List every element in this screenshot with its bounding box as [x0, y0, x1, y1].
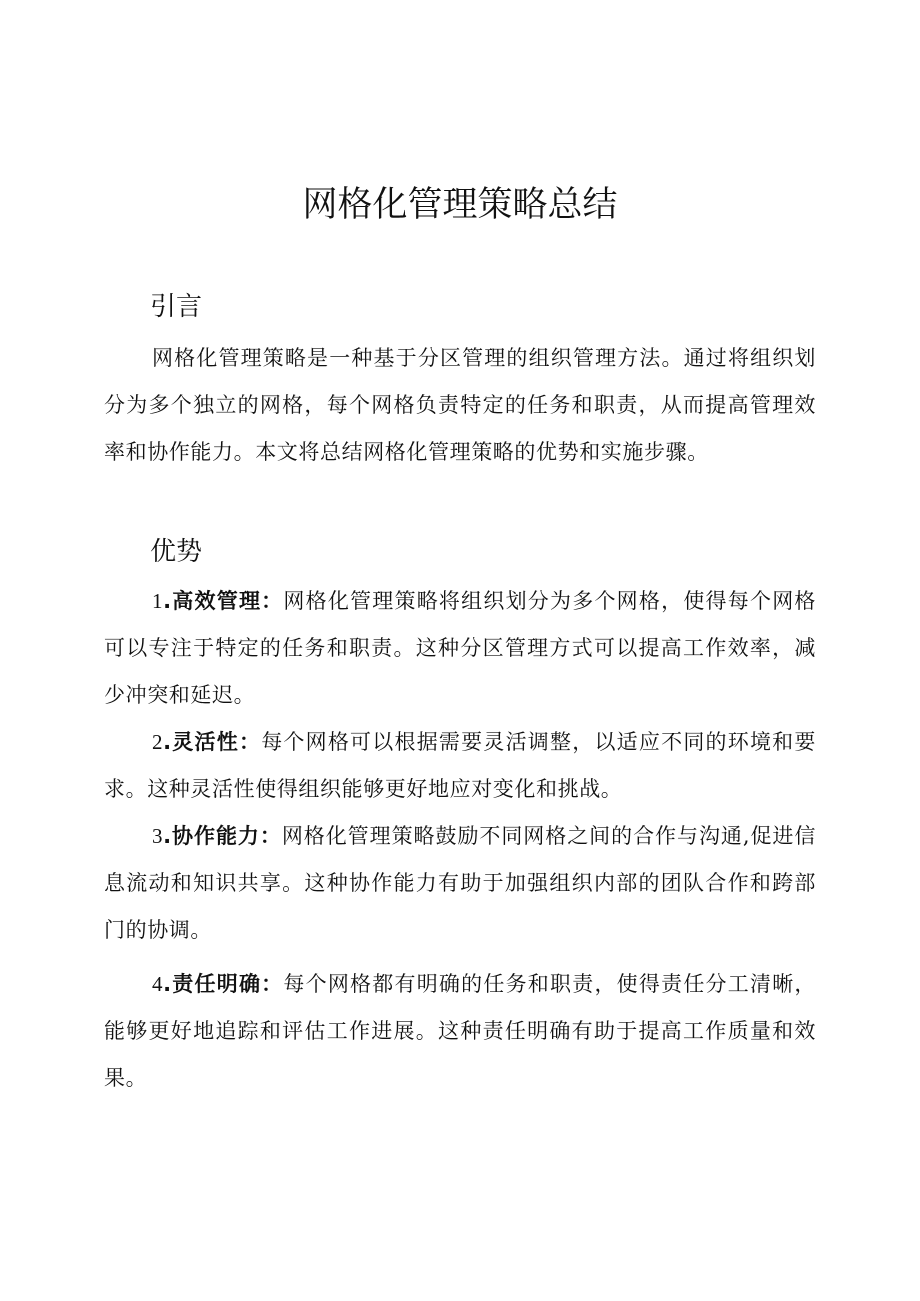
item-term: .灵活性：: [163, 730, 262, 754]
advantage-item-clear-responsibility: [104, 961, 816, 1102]
item-text: 网格化管理策略鼓励不同网格之间的合作与沟通,促进信息流动和知识共享。这种协作能力有助于加强组织内部的团队合作和跨部门的协调。: [104, 824, 816, 942]
item-text: 每个网格都有明确的任务和职责，使得责任分工清晰，能够更好地追踪和评估工作进展。这种责任明确有助于提高工作质量和效果。: [104, 972, 817, 1090]
item-number: 3: [152, 824, 164, 848]
advantage-item-efficient-management: [104, 578, 816, 719]
item-term: .协作能力：: [163, 824, 282, 848]
item-text: 网格化管理策略将组织划分为多个网格，使得每个网格可以专注于特定的任务和职责。这种分区管理方式可以提高工作效率，减少冲突和延迟。: [104, 589, 817, 707]
item-number: 4: [152, 972, 164, 996]
item-text: 每个网格可以根据需要灵活调整，以适应不同的环境和要求。这种灵活性使得组织能够更好地应对变化和挑战。: [104, 730, 817, 801]
item-number: 1: [152, 589, 164, 613]
document-title: 网格化管理策略总结: [302, 185, 618, 225]
advantages-heading: 优势: [150, 537, 203, 567]
intro-heading: 引言: [150, 292, 203, 322]
advantage-item-collaboration: [104, 813, 816, 954]
advantage-item-flexibility: [104, 719, 816, 813]
item-term: .责任明确：: [163, 972, 284, 996]
item-number: 2: [152, 730, 164, 754]
item-term: .高效管理：: [163, 589, 284, 613]
intro-paragraph: 网格化管理策略是一种基于分区管理的组织管理方法。通过将组织划分为多个独立的网格，每个网格负责特定的任务和职责，从而提高管理效率和协作能力。本文将总结网格化管理策略的优势和实施步骤。: [104, 346, 816, 464]
